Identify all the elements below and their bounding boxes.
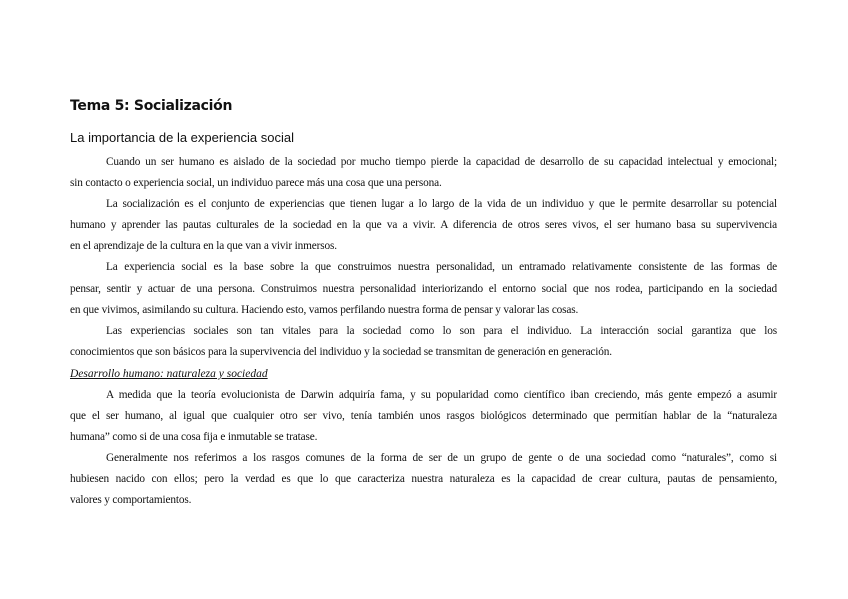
paragraph	[70, 385, 777, 448]
paragraph	[70, 448, 777, 511]
paragraph-line: A medida que la teoría evolucionista de Darwin adquiría fama, y su popularidad como científico iban creciendo, más gente empezó a asumir	[106, 388, 777, 401]
paragraph-line: Las experiencias sociales son tan vitales para la sociedad como lo son para el individuo. La interacción social garantiza que los	[106, 324, 777, 337]
section-subtitle: La importancia de la experiencia social	[70, 130, 295, 145]
paragraph-line: humano y aprender las pautas culturales de la sociedad en la que va a vivir. A diferencia de otros seres vivos, el ser humano basa su supervivencia	[70, 219, 777, 232]
paragraph	[70, 152, 777, 194]
paragraph-line: valores y comportamientos.	[70, 494, 192, 507]
paragraph-line: La experiencia social es la base sobre la que construimos nuestra personalidad, un entramado relativamente consistente de las formas de	[106, 261, 777, 274]
paragraph-line: en el aprendizaje de la cultura en la que van a vivir inmersos.	[70, 240, 337, 253]
paragraph-line: en que vivimos, asimilando su cultura. Haciendo esto, vamos perfilando nuestra forma de pensar y valorar las cosas.	[70, 303, 579, 316]
paragraph-line: que el ser humano, al igual que cualquier otro ser vivo, tenía también unos rasgos biológicos determinado que permitían hablar de la “naturaleza	[70, 410, 777, 423]
paragraph	[70, 321, 777, 363]
section-importancia	[70, 152, 777, 363]
document-title: Tema 5: Socialización	[70, 98, 233, 114]
paragraph-line: humana” como si de una cosa fija e inmutable se tratase.	[70, 431, 318, 444]
paragraph	[70, 194, 777, 257]
paragraph-line: Generalmente nos referimos a los rasgos comunes de la forma de ser de un grupo de gente o de una sociedad como “naturales”, como si	[106, 452, 777, 465]
paragraph-line: sin contacto o experiencia social, un individuo parece más una cosa que una persona.	[70, 177, 442, 190]
section-heading-desarrollo: Desarrollo humano: naturaleza y sociedad	[70, 367, 268, 380]
paragraph-line: pensar, sentir y actuar de una persona. Construimos nuestra personalidad interiorizando el entorno social que nos rodea, participando en la sociedad	[70, 282, 777, 295]
paragraph-line: conocimientos que son básicos para la supervivencia del individuo y la sociedad se transmitan de generación en generación.	[70, 345, 612, 358]
paragraph	[70, 257, 777, 320]
document-page	[70, 96, 777, 512]
paragraph-line: hubiesen nacido con ellos; pero la verdad es que lo que caracteriza nuestra naturaleza es la capacidad de crear cultura, pautas de pensamiento,	[70, 473, 777, 486]
paragraph-line: La socialización es el conjunto de experiencias que tienen lugar a lo largo de la vida de un individuo y que le permite desarrollar su potencial	[106, 198, 777, 211]
section-desarrollo	[70, 385, 777, 512]
paragraph-line: Cuando un ser humano es aislado de la sociedad por mucho tiempo pierde la capacidad de desarrollo de su capacidad intelectual y emocional;	[106, 156, 777, 168]
